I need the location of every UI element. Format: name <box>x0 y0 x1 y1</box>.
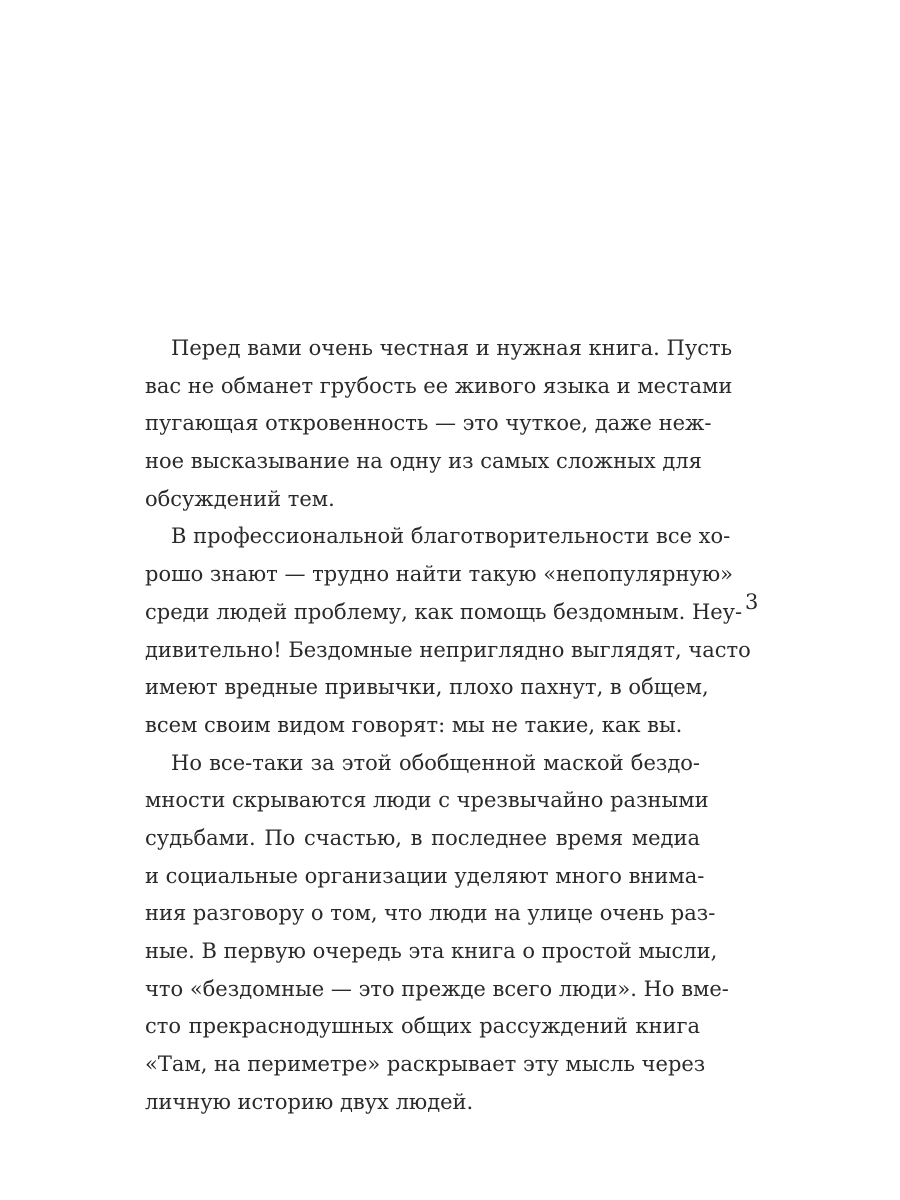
text-line: Перед вами очень честная и нужная книга. Пусть <box>171 336 733 360</box>
text-line: и социальные организации уделяют много внима- <box>145 863 705 888</box>
text-line: «Там, на периметре» раскрывает эту мысль через <box>145 1052 706 1077</box>
text-line: среди людей проблему, как помощь бездомным. Неу- <box>145 599 743 624</box>
text-line: вас не обманет грубость ее живого языка и местами <box>145 373 733 398</box>
text-line: ное высказывание на одну из самых сложных для <box>145 449 702 474</box>
text-line: В профессиональной благотворительности все хо- <box>171 524 731 549</box>
paragraph-3 <box>145 745 729 1122</box>
text-line: Но все-таки за этой обобщенной маской бездо- <box>171 750 700 775</box>
text-line: что «бездомные — это прежде всего люди». Но вме- <box>145 976 729 1001</box>
page-number: 3 <box>745 590 759 614</box>
text-line: имеют вредные привычки, плохо пахнут, в общем, <box>145 675 709 700</box>
text-line: личную историю двух людей. <box>145 1089 474 1114</box>
text-line: судьбами. По счастью, в последнее время медиа <box>145 825 700 850</box>
paragraph-1 <box>145 330 733 518</box>
text-line: дивительно! Бездомные неприглядно выглядят, часто <box>145 637 751 662</box>
text-line: обсуждений тем. <box>145 486 335 511</box>
text-line: пугающая откровенность — это чуткое, даже неж- <box>145 411 712 436</box>
text-line: сто прекраснодушных общих рассуждений книга <box>145 1014 700 1039</box>
text-line: всем своим видом говорят: мы не такие, как вы. <box>145 712 683 737</box>
text-line: мности скрываются люди с чрезвычайно разными <box>145 788 709 813</box>
text-line: ния разговору о том, что люди на улице очень раз- <box>145 901 716 926</box>
paragraph-2 <box>145 518 751 744</box>
body-text <box>145 330 751 1121</box>
text-line: рошо знают — трудно найти такую «непопулярную» <box>145 562 733 587</box>
text-line: ные. В первую очередь эта книга о простой мысли, <box>145 939 718 963</box>
